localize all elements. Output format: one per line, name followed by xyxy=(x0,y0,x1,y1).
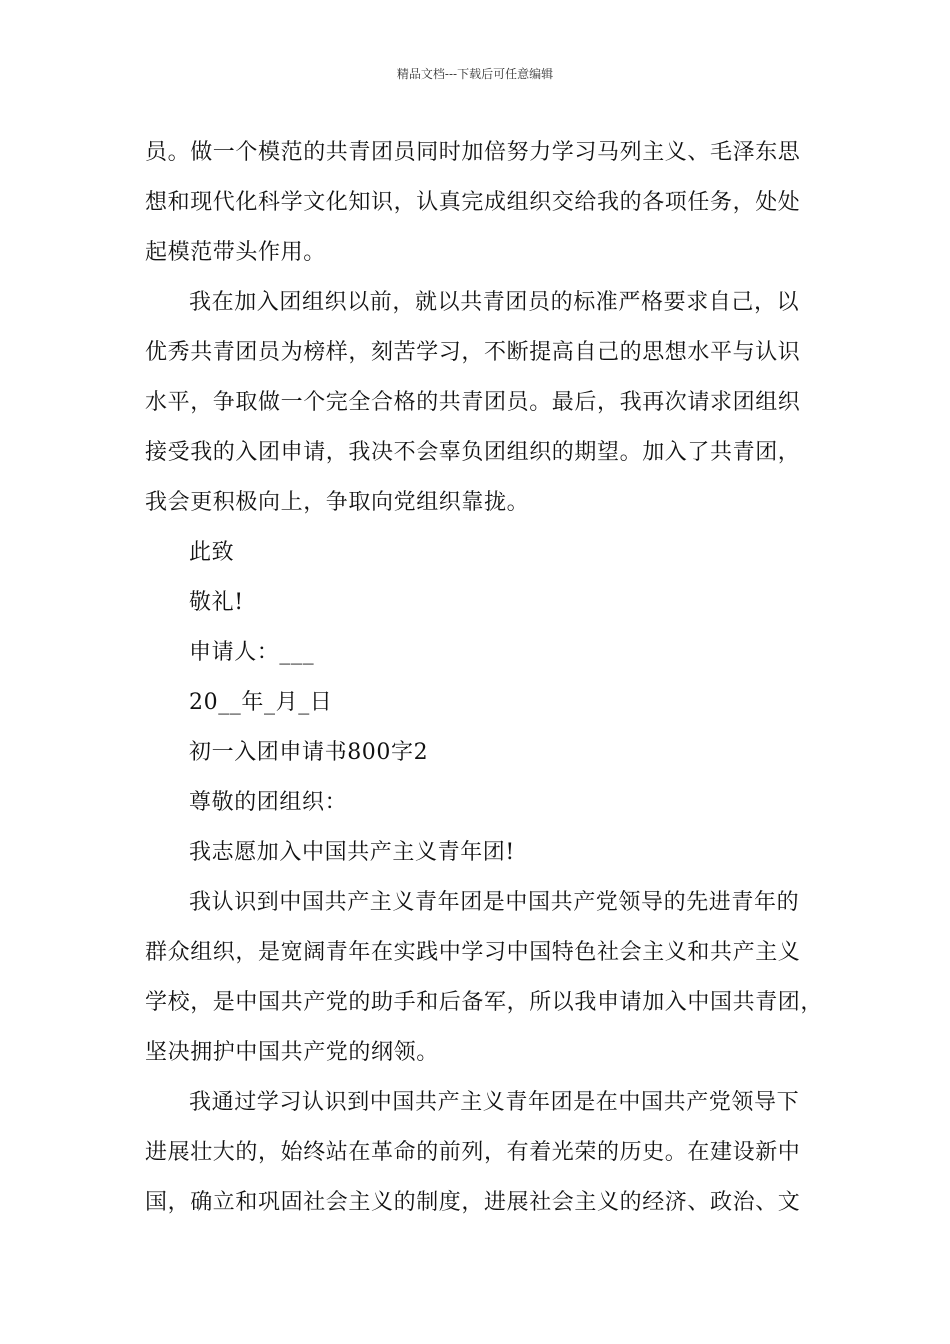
text-line: 学校，是中国共产党的助手和后备军，所以我申请加入中国共青团， xyxy=(145,990,824,1015)
date-line: 20__年_月_日 xyxy=(189,690,333,715)
statement-line: 我志愿加入中国共产主义青年团! xyxy=(189,840,515,865)
salutation-line: 敬礼! xyxy=(189,590,244,615)
paragraph-start: 我认识到中国共产主义青年团是中国共产党领导的先进青年的 xyxy=(189,890,800,915)
text-line: 国，确立和巩固社会主义的制度，进展社会主义的经济、政治、文 xyxy=(145,1190,801,1215)
applicant-line: 申请人：___ xyxy=(189,640,315,665)
document-body xyxy=(145,128,825,1228)
closing-line: 此致 xyxy=(189,540,235,565)
text-line: 想和现代化科学文化知识，认真完成组织交给我的各项任务，处处 xyxy=(145,190,801,215)
text-line: 接受我的入团申请，我决不会辜负团组织的期望。加入了共青团， xyxy=(145,440,801,465)
text-line: 群众组织，是宽阔青年在实践中学习中国特色社会主义和共产主义 xyxy=(145,940,801,965)
text-line: 我会更积极向上，争取向党组织靠拢。 xyxy=(145,490,530,515)
text-line: 员。做一个模范的共青团员同时加倍努力学习马列主义、毛泽东思 xyxy=(145,140,801,165)
greeting-line: 尊敬的团组织： xyxy=(189,790,348,815)
text-line: 水平，争取做一个完全合格的共青团员。最后，我再次请求团组织 xyxy=(145,390,801,415)
text-line: 坚决拥护中国共产党的纲领。 xyxy=(145,1040,439,1065)
section-title: 初一入团申请书800字2 xyxy=(189,740,429,765)
paragraph-start: 我在加入团组织以前，就以共青团员的标准严格要求自己，以 xyxy=(189,290,800,315)
page-header: 精品文档---下载后可任意编辑 xyxy=(396,67,554,81)
text-line: 优秀共青团员为榜样，刻苦学习，不断提高自己的思想水平与认识 xyxy=(145,340,801,365)
text-line: 起模范带头作用。 xyxy=(145,240,326,265)
paragraph-start: 我通过学习认识到中国共产主义青年团是在中国共产党领导下 xyxy=(189,1090,800,1115)
text-line: 进展壮大的，始终站在革命的前列，有着光荣的历史。在建设新中 xyxy=(145,1140,801,1165)
